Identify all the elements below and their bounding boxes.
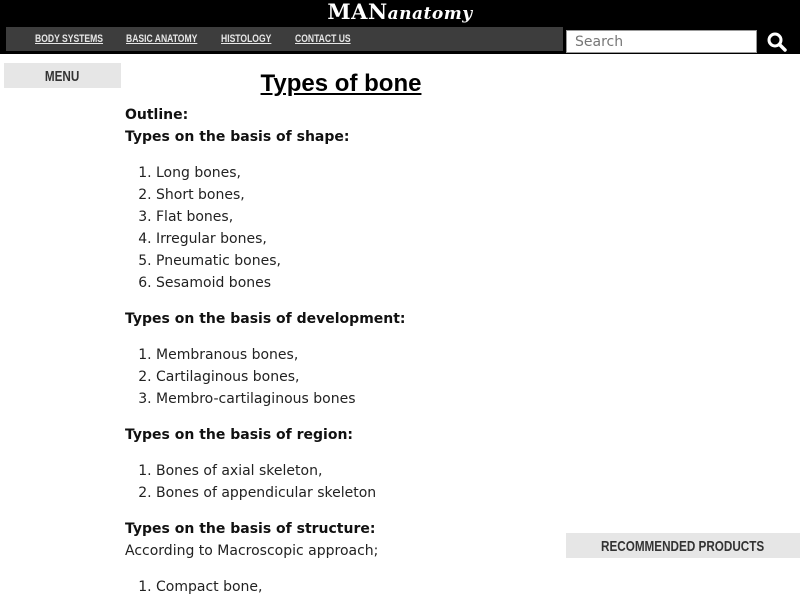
search-button[interactable] xyxy=(766,32,788,52)
shape-heading: Types on the basis of shape: xyxy=(125,129,350,145)
development-list xyxy=(125,344,565,410)
page-title: Types of bone xyxy=(260,70,422,97)
nav-item-basic-anatomy[interactable]: BASIC ANATOMY xyxy=(126,33,198,45)
structure-heading: Types on the basis of structure: xyxy=(125,521,376,537)
list-item: 1. Compact bone, xyxy=(156,576,565,598)
list-item: 3. Membro-cartilaginous bones xyxy=(156,388,565,410)
nav-bar xyxy=(6,27,563,51)
list-item: 2. Short bones, xyxy=(156,184,565,206)
search-icon xyxy=(766,32,788,52)
search-input[interactable] xyxy=(566,30,757,53)
outline-label: Outline: xyxy=(125,107,189,123)
menu-label: MENU xyxy=(45,68,80,85)
list-item: 2. Bones of appendicular skeleton xyxy=(156,482,565,504)
list-item: 5. Pneumatic bones, xyxy=(156,250,565,272)
recommended-products-label: RECOMMENDED PRODUCTS xyxy=(601,538,765,555)
site-logo[interactable] xyxy=(0,0,800,26)
development-heading: Types on the basis of development: xyxy=(125,311,406,327)
list-item: 1. Bones of axial skeleton, xyxy=(156,460,565,482)
recommended-products-header xyxy=(566,533,800,558)
article-content xyxy=(125,104,565,612)
structure-subheading: According to Macroscopic approach; xyxy=(125,543,379,559)
list-item: 3. Flat bones, xyxy=(156,206,565,228)
logo-man-text: MAN xyxy=(327,0,388,24)
logo-anatomy-text: anatomy xyxy=(387,4,473,24)
list-item: 4. Irregular bones, xyxy=(156,228,565,250)
list-item: 1. Long bones, xyxy=(156,162,565,184)
nav-item-contact-us[interactable]: CONTACT US xyxy=(295,33,351,45)
structure-list xyxy=(125,576,565,598)
list-item: 6. Sesamoid bones xyxy=(156,272,565,294)
top-header xyxy=(0,0,800,27)
menu-toggle[interactable] xyxy=(4,63,121,88)
list-item: 2. Cartilaginous bones, xyxy=(156,366,565,388)
list-item: 1. Membranous bones, xyxy=(156,344,565,366)
region-list xyxy=(125,460,565,504)
nav-item-body-systems[interactable]: BODY SYSTEMS xyxy=(35,33,104,45)
region-heading: Types on the basis of region: xyxy=(125,427,354,443)
shape-list xyxy=(125,162,565,294)
nav-item-histology[interactable]: HISTOLOGY xyxy=(221,33,272,45)
